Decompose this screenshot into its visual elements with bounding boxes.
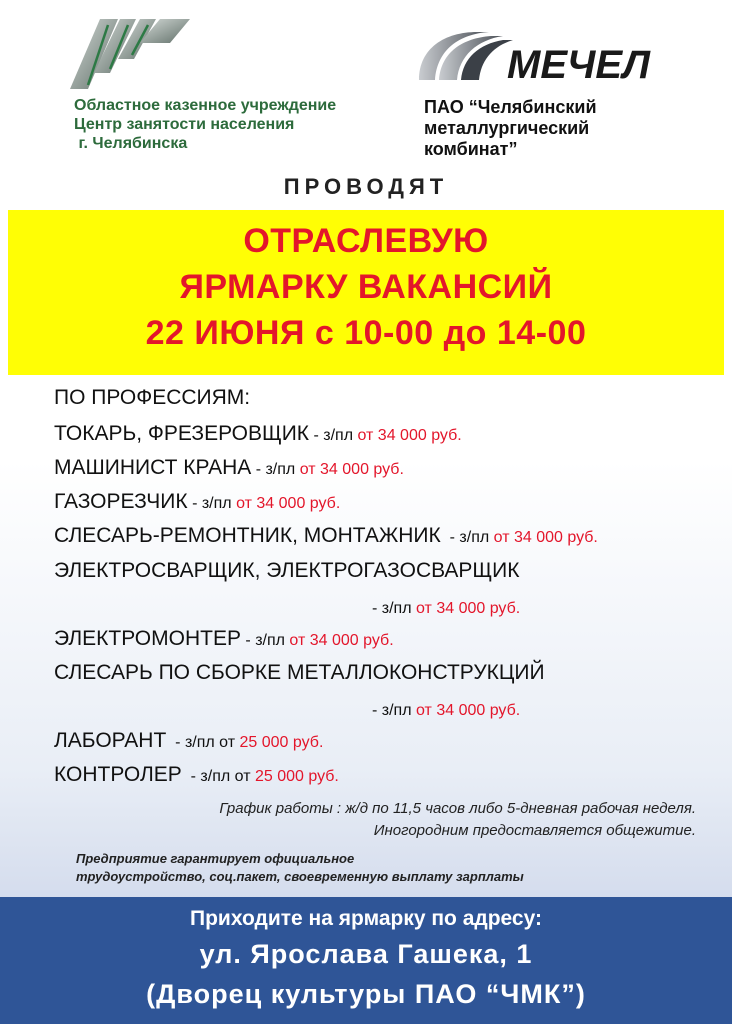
- vacancy-salary: от 34 000 руб.: [416, 702, 521, 719]
- vacancy-salary: от 34 000 руб.: [493, 529, 598, 546]
- vacancy-title: СЛЕСАРЬ-РЕМОНТНИК, МОНТАЖНИК: [54, 524, 441, 547]
- employment-center-name: [74, 96, 336, 153]
- vacancy-item: [54, 422, 462, 446]
- vacancy-salary: 25 000 руб.: [254, 768, 339, 785]
- vacancy-title: МАШИНИСТ КРАНА: [54, 456, 252, 479]
- vacancy-item: [54, 456, 404, 480]
- banner-line-1: ОТРАСЛЕВУЮ: [243, 222, 489, 260]
- banner-line-2: ЯРМАРКУ ВАКАНСИЙ: [179, 268, 553, 306]
- vacancy-title: СЛЕСАРЬ ПО СБОРКЕ МЕТАЛЛОКОНСТРУКЦИЙ: [54, 661, 545, 684]
- org-left-line: Центр занятости населения: [74, 116, 295, 133]
- vacancy-title: КОНТРОЛЕР: [54, 763, 182, 786]
- employer-guarantee: [76, 850, 524, 886]
- banner-date-line: 22 ИЮНЯ с 10-00 до 14-00: [145, 314, 587, 352]
- vacancy-salary: от 34 000 руб.: [289, 632, 394, 649]
- vacancy-item: [54, 729, 323, 753]
- work-schedule: [219, 798, 696, 842]
- employment-center-logo: [70, 15, 190, 95]
- vacancy-salary: от 34 000 руб.: [416, 600, 521, 617]
- mechel-logo-text: МЕЧЕЛ: [507, 43, 650, 86]
- vacancy-item: [54, 524, 598, 548]
- vacancy-item: [54, 763, 339, 787]
- vacancy-title: ТОКАРЬ, ФРЕЗЕРОВЩИК: [54, 422, 310, 445]
- vacancy-pay-label: - з/пл: [251, 461, 300, 478]
- address-footer: [0, 897, 732, 1024]
- vacancy-salary: от 34 000 руб.: [236, 495, 341, 512]
- vacancy-title: ЭЛЕКТРОСВАРЩИК, ЭЛЕКТРОГАЗОСВАРЩИК: [54, 559, 520, 582]
- org-left-line: Областное казенное учреждение: [74, 97, 337, 114]
- event-banner: [8, 210, 724, 375]
- vacancy-item: [54, 627, 394, 651]
- vacancy-salary: от 34 000 руб.: [357, 427, 462, 444]
- vacancy-pay-label: - з/пл: [372, 702, 416, 719]
- org-right-line: ПАО “Челябинский: [424, 97, 597, 117]
- vacancy-pay-label: - з/пл: [440, 529, 494, 546]
- vacancy-title: ЭЛЕКТРОМОНТЕР: [54, 627, 241, 650]
- mechel-logo: [415, 28, 655, 86]
- guarantee-line: Предприятие гарантирует официальное: [76, 851, 355, 866]
- vacancy-pay-label: - з/пл от: [181, 768, 255, 785]
- vacancy-pay-line: [372, 595, 520, 619]
- schedule-line: График работы : ж/д по 11,5 часов либо 5-дневная рабочая неделя.: [219, 800, 696, 817]
- org-right-line: металлургический: [424, 118, 590, 138]
- vacancy-item: [54, 490, 340, 514]
- vacancy-title: ЛАБОРАНТ: [54, 729, 167, 752]
- vacancy-pay-label: - з/пл от: [166, 734, 240, 751]
- vacancies-heading: ПО ПРОФЕССИЯМ:: [54, 386, 251, 409]
- vacancy-salary: 25 000 руб.: [239, 734, 324, 751]
- org-right-line: комбинат”: [424, 139, 518, 159]
- vacancy-pay-label: - з/пл: [240, 632, 290, 649]
- mechel-plant-name: [424, 97, 597, 160]
- vacancy-pay-label: - з/пл: [187, 495, 237, 512]
- guarantee-line: трудоустройство, соц.пакет, своевременную выплату зарплаты: [76, 869, 524, 884]
- vacancy-pay-label: - з/пл: [372, 600, 416, 617]
- vacancy-pay-line: [372, 697, 520, 721]
- footer-invite: Приходите на ярмарку по адресу:: [189, 907, 543, 930]
- vacancy-pay-label: - з/пл: [309, 427, 358, 444]
- footer-address: ул. Ярослава Гашека, 1: [199, 939, 533, 969]
- schedule-line: Иногородним предоставляется общежитие.: [373, 822, 696, 839]
- vacancy-title: ГАЗОРЕЗЧИК: [54, 490, 188, 513]
- held-label: ПРОВОДЯТ: [283, 174, 449, 199]
- org-left-line: г. Челябинска: [74, 135, 188, 152]
- vacancy-salary: от 34 000 руб.: [299, 461, 404, 478]
- footer-venue: (Дворец культуры ПАО “ЧМК”): [146, 979, 586, 1009]
